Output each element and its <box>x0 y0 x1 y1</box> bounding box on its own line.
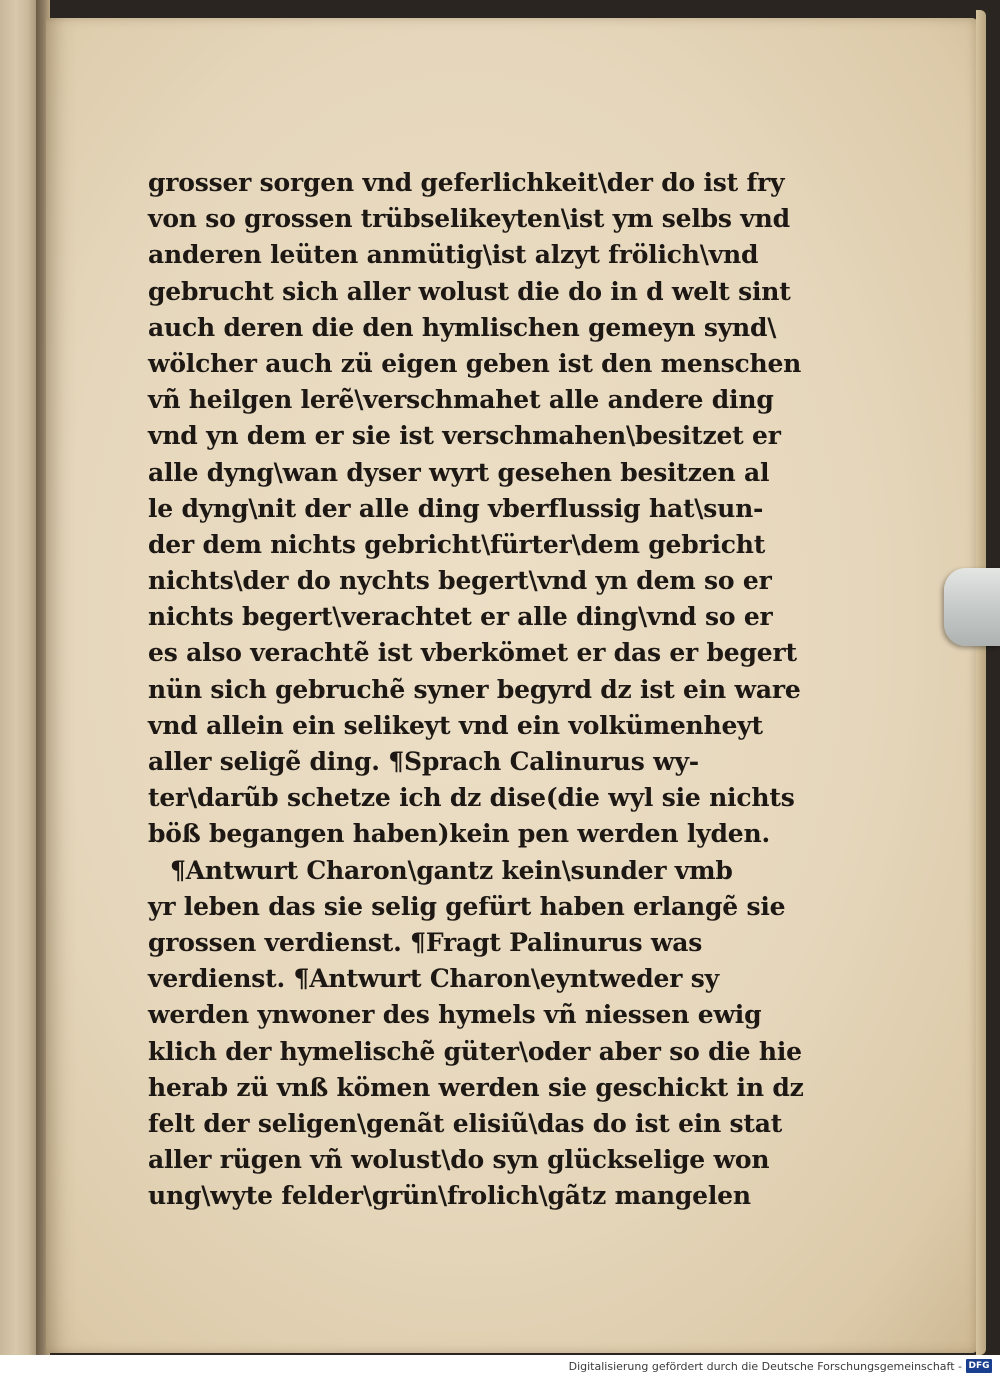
text-line: vñ heilgen lerẽ\verschmahet alle andere ding <box>148 385 774 415</box>
text-line: grosser sorgen vnd geferlichkeit\der do ist fry <box>148 168 785 197</box>
text-line: vnd allein ein selikeyt vnd ein volkümenheyt <box>148 710 763 740</box>
text-line: ter\darũb schetze ich dz dise(die wyl sie nichts <box>148 783 795 813</box>
text-line: werden ynwoner des hymels vñ niessen ewig <box>148 1000 762 1030</box>
text-line: klich der hymelischẽ güter\oder aber so die hie <box>148 1036 802 1066</box>
text-line: anderen leüten anmütig\ist alzyt frölich\vnd <box>148 240 759 270</box>
text-line: es also verachtẽ ist vberkömet er das er begert <box>148 638 797 668</box>
text-line: nichts begert\verachtet er alle ding\vnd so er <box>148 602 773 632</box>
text-line: yr leben das sie selig gefürt haben erlangẽ sie <box>148 891 786 921</box>
text-line: le dyng\nit der alle ding vberflussig hat\sun- <box>148 493 764 523</box>
text-line: der dem nichts gebricht\fürter\dem gebricht <box>148 529 766 559</box>
left-page-edge <box>0 0 40 1377</box>
funding-credit: Digitalisierung gefördert durch die Deutsche Forschungsgemeinschaft - <box>568 1360 962 1373</box>
page-stack-edge <box>976 10 986 1355</box>
text-line: ung\wyte felder\grün\frolich\gãtz mangelen <box>148 1181 751 1211</box>
footer-bar <box>0 1355 1000 1377</box>
text-line: aller seligẽ ding. ¶Sprach Calinurus wy- <box>148 747 699 776</box>
text-line: aller rügen vñ wolust\do syn glückselige won <box>148 1145 770 1175</box>
text-line: wölcher auch zü eigen geben ist den menschen <box>148 348 802 378</box>
text-line: verdienst. ¶Antwurt Charon\eyntweder sy <box>148 964 719 994</box>
dfg-logo: DFG <box>966 1359 992 1373</box>
text-line: gebrucht sich aller wolust die do in d welt sint <box>148 276 791 306</box>
text-line: felt der seligen\genãt elisiũ\das do ist ein stat <box>148 1108 783 1138</box>
page-clip <box>944 568 1000 646</box>
text-line: ¶Antwurt Charon\gantz kein\sunder vmb <box>170 855 733 885</box>
text-line: herab zü vnß kömen werden sie geschickt in dz <box>148 1072 804 1102</box>
text-line: von so grossen trübselikeyten\ist ym selbs vnd <box>148 204 790 234</box>
text-line: auch deren die den hymlischen gemeyn synd\ <box>148 312 777 342</box>
text-line: alle dyng\wan dyser wyrt gesehen besitzen al <box>148 457 770 487</box>
text-line: nün sich gebruchẽ syner begyrd dz ist ein ware <box>148 674 801 704</box>
page-text <box>148 165 828 1214</box>
text-line: vnd yn dem er sie ist verschmahen\besitzet er <box>148 421 781 451</box>
text-line: böß begangen haben)kein pen werden lyden. <box>148 819 770 849</box>
text-line: grossen verdienst. ¶Fragt Palinurus was <box>148 927 703 957</box>
text-line: nichts\der do nychts begert\vnd yn dem so er <box>148 566 772 596</box>
